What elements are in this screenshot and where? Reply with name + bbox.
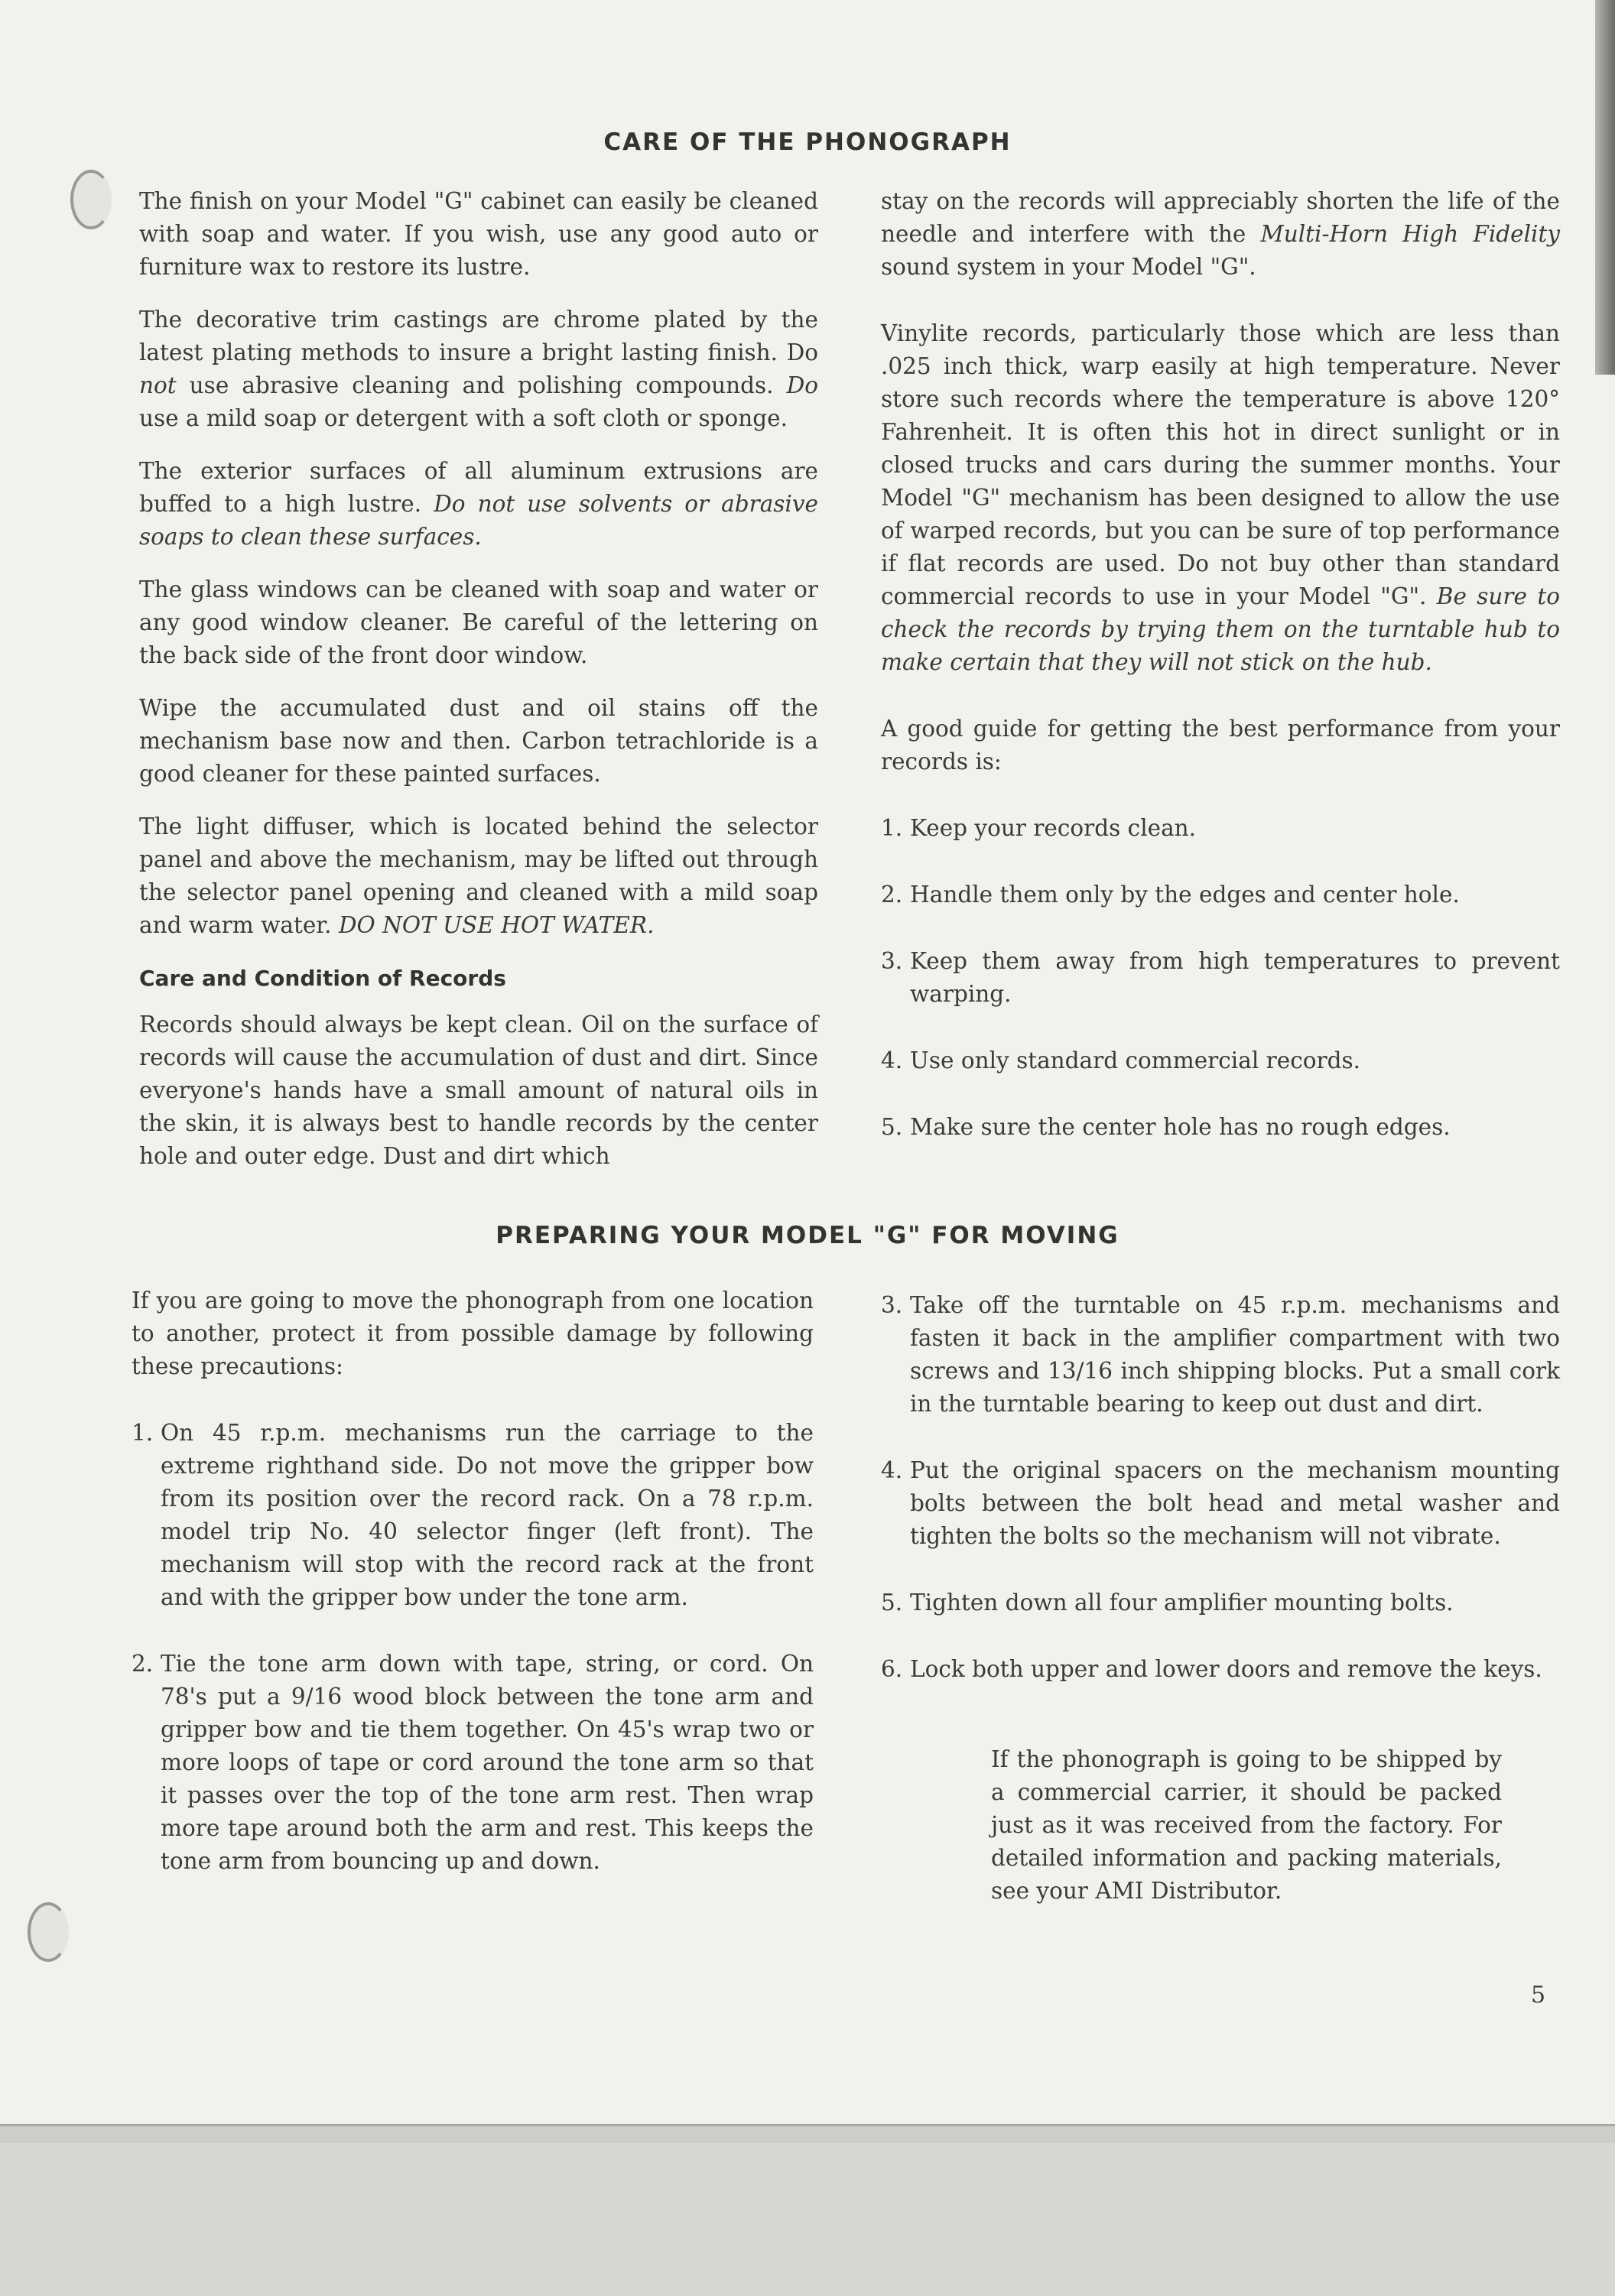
list-item <box>881 1586 1560 1619</box>
paragraph <box>139 573 818 672</box>
punch-hole-top <box>70 170 112 229</box>
italic-text: DO NOT USE HOT WATER. <box>338 912 655 938</box>
page-edge-shadow <box>1595 0 1615 375</box>
text-run: Wipe the accumulated dust and oil stains off the mechanism base now and then. Carbon tetrachloride is a good cleaner for these painted surfaces. <box>139 695 818 787</box>
italic-text: Do not use solvents or abrasive soaps to clean these surfaces. <box>139 491 818 550</box>
list-item-text: On 45 r.p.m. mechanisms run the carriage to the extreme righthand side. Do not move the gripper bow from its position over the record rack. On a 78 r.p.m. model trip No. 40 selector finger (left front). The mechanism will stop with the record rack at the front and with the gripper bow under the tone arm. <box>161 1420 814 1610</box>
paragraph <box>139 304 818 435</box>
list-item-number: 5. <box>881 1114 903 1140</box>
list-item <box>881 1454 1560 1553</box>
shipping-note: If the phonograph is going to be shipped by a commercial carrier, it should be packed just as it was received from the factory. For detailed information and packing materials, see your AMI Distributor. <box>991 1746 1502 1904</box>
text-run: use abrasive cleaning and polishing compounds. <box>176 372 787 398</box>
scanner-bottom-band <box>0 2124 1615 2296</box>
paragraph <box>139 185 818 284</box>
numbered-list <box>132 1417 814 1878</box>
list-item <box>881 1653 1560 1686</box>
italic-text: Be sure to check the records by trying them on the turntable hub to make certain that they will not stick on the hub. <box>881 583 1560 675</box>
punch-hole-bottom <box>28 1902 69 1962</box>
list-item-number: 2. <box>132 1651 154 1677</box>
care-right-column <box>881 185 1560 1177</box>
numbered-list <box>881 1289 1560 1686</box>
list-item-text: Put the original spacers on the mechanism mounting bolts between the bolt head and metal washer and tighten the bolts so the mechanism will not vibrate. <box>910 1457 1560 1549</box>
paragraph <box>139 1008 818 1173</box>
list-item <box>881 1289 1560 1421</box>
italic-text: Do <box>786 372 818 398</box>
list-item-number: 2. <box>881 882 903 908</box>
moving-heading: PREPARING YOUR MODEL "G" FOR MOVING <box>496 1222 1119 1249</box>
italic-text: Multi-Horn High Fidelity <box>1260 221 1561 247</box>
list-item <box>132 1648 814 1878</box>
text-run: stay on the records will appreciably shorten the life of the needle and interfere with the <box>881 188 1560 247</box>
list-item-text: Keep your records clean. <box>910 815 1197 841</box>
moving-right-column <box>881 1289 1560 1720</box>
paragraph <box>881 185 1560 284</box>
paragraph <box>132 1284 814 1383</box>
text-run: A good guide for getting the best performance from your records is: <box>881 716 1560 775</box>
list-item-text: Tighten down all four amplifier mounting bolts. <box>910 1590 1454 1616</box>
list-item-text: Make sure the center hole has no rough edges. <box>910 1114 1451 1140</box>
text-run: The glass windows can be cleaned with soap and water or any good window cleaner. Be careful of the lettering on the back side of the front door window. <box>139 576 818 668</box>
list-item-number: 1. <box>132 1420 154 1446</box>
numbered-list <box>881 812 1560 1144</box>
text-run: use a mild soap or detergent with a soft cloth or sponge. <box>139 405 788 431</box>
text-run: Vinylite records, particularly those which are less than .025 inch thick, warp easily at high temperature. Never store such records where the temperature is above 120° Fahrenheit. It is often this hot in direct sunlight or in closed trucks and cars during the summer months. Your Model "G" mechanism has been designed to allow the use of warped records, but you can be sure of top performance if flat records are used. Do not buy other than standard commercial records to use in your Model "G". <box>881 320 1560 609</box>
list-item-number: 4. <box>881 1047 903 1073</box>
list-item-text: Tie the tone arm down with tape, string, or cord. On 78's put a 9/16 wood block between the tone arm and gripper bow and tie them together. On 45's wrap two or more loops of tape or cord around the tone arm so that it passes over the top of the tone arm rest. Then wrap more tape around both the arm and rest. This keeps the tone arm from bouncing up and down. <box>161 1651 814 1874</box>
paragraph <box>881 713 1560 778</box>
list-item-number: 1. <box>881 815 903 841</box>
text-run: The light diffuser, which is located behind the selector panel and above the mechanism, may be lifted out through the selector panel opening and cleaned with a mild soap and warm water. <box>139 814 818 938</box>
list-item-text: Lock both upper and lower doors and remove the keys. <box>910 1656 1542 1682</box>
list-item <box>881 878 1560 911</box>
list-item <box>881 1044 1560 1077</box>
paragraph <box>139 692 818 791</box>
list-item-number: 3. <box>881 1292 903 1318</box>
paragraph <box>139 455 818 554</box>
text-run: If you are going to move the phonograph from one location to another, protect it from possible damage by following these precautions: <box>132 1288 814 1379</box>
list-item-number: 3. <box>881 948 903 974</box>
moving-left-column <box>132 1284 814 1911</box>
list-item-number: 6. <box>881 1656 903 1682</box>
paragraph <box>881 317 1560 679</box>
care-left-column <box>139 185 818 1193</box>
text-run: Records should always be kept clean. Oil on the surface of records will cause the accumulation of dust and dirt. Since everyone's hands have a small amount of natural oils in the skin, it is always best to handle records by the center hole and outer edge. Dust and dirt which <box>139 1012 818 1169</box>
list-item-text: Use only standard commercial records. <box>910 1047 1360 1073</box>
page-number: 5 <box>1531 1982 1546 2009</box>
list-item-number: 5. <box>881 1590 903 1616</box>
italic-text: not <box>139 372 177 398</box>
paragraph <box>139 810 818 942</box>
list-item-text: Handle them only by the edges and center hole. <box>910 882 1460 908</box>
list-item-number: 4. <box>881 1457 903 1483</box>
list-item <box>881 1111 1560 1144</box>
list-item <box>881 812 1560 845</box>
list-item <box>132 1417 814 1614</box>
text-run: The finish on your Model "G" cabinet can easily be cleaned with soap and water. If you wish, use any good auto or furniture wax to restore its lustre. <box>139 188 818 280</box>
text-run: The exterior surfaces of all aluminum extrusions are buffed to a high lustre. <box>139 458 818 517</box>
list-item-text: Keep them away from high temperatures to prevent warping. <box>910 948 1560 1007</box>
list-item <box>881 945 1560 1011</box>
list-item-text: Take off the turntable on 45 r.p.m. mechanisms and fasten it back in the amplifier compartment with two screws and 13/16 inch shipping blocks. Put a small cork in the turntable bearing to keep out dust and dirt. <box>910 1292 1560 1417</box>
care-heading: CARE OF THE PHONOGRAPH <box>603 128 1012 156</box>
text-run: The decorative trim castings are chrome plated by the latest plating methods to insure a bright lasting finish. Do <box>139 307 818 365</box>
text-run: sound system in your Model "G". <box>881 254 1256 280</box>
subheading: Care and Condition of Records <box>139 966 506 991</box>
